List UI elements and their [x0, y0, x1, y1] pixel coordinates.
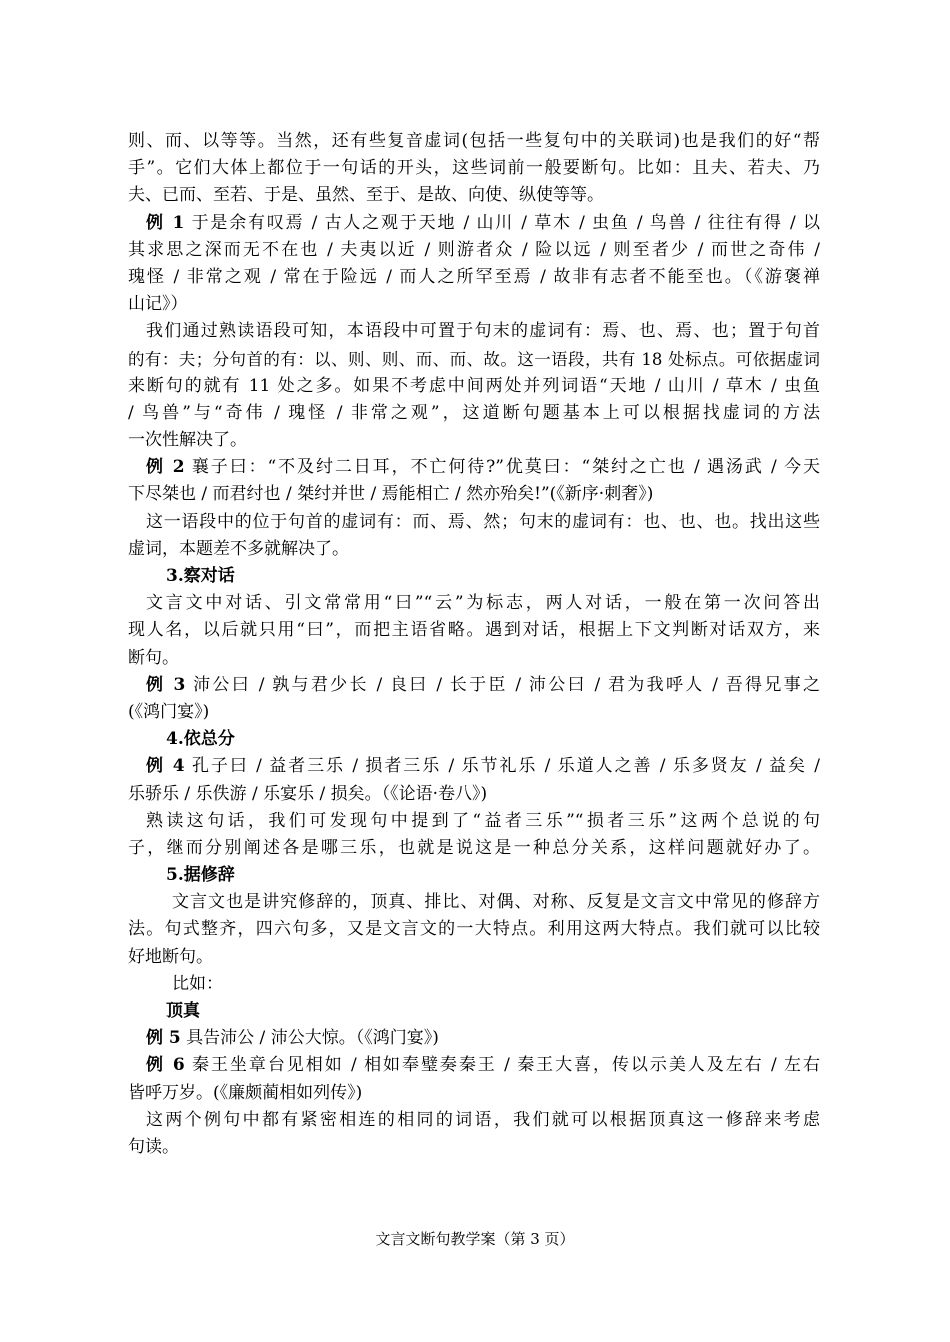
line-text: 则、而、以等等。当然，还有些复音虚词(包括一些复句中的关联词)也是我们的好“帮: [128, 131, 820, 151]
bold-label: 例 5: [146, 1028, 181, 1049]
bold-label: 例 2: [146, 457, 185, 478]
line-text: 夫、已而、至若、于是、虽然、至于、是故、向使、纵使等等。: [128, 185, 604, 206]
bold-label: 5.据修辞: [166, 865, 235, 886]
text-line: [128, 753, 820, 780]
text-line: [128, 1107, 820, 1134]
text-line: [128, 1134, 820, 1161]
line-text: 现人名，以后就只用“曰”，而把主语省略。遇到对话，根据上下文判断对话双方，来: [128, 620, 820, 641]
bold-label: 3.察对话: [166, 566, 235, 586]
text-line: [128, 346, 820, 373]
line-text: 好地断句。: [128, 946, 213, 967]
line-text: 具告沛公 / 沛公大惊。（《鸿门宴》): [180, 1028, 439, 1049]
line-text: 山记》）: [128, 294, 188, 315]
bold-label: 例 4: [146, 756, 185, 777]
text-line: [128, 617, 820, 644]
text-line: [128, 835, 820, 862]
bold-label: 例 3: [146, 674, 186, 695]
line-text: 秦王坐章台见相如 / 相如奉璧奏秦王 / 秦王大喜，传以示美人及左右 / 左右: [184, 1055, 820, 1076]
text-line: [128, 1080, 820, 1107]
page-footer: 文言文断句教学案（第 3 页）: [375, 1230, 575, 1248]
text-line: [128, 1052, 820, 1079]
line-text: 沛公曰 / 孰与君少长 / 良曰 / 长于臣 / 沛公曰 / 君为我呼人 / 吾得兄事之: [185, 674, 820, 695]
text-line: [128, 536, 820, 563]
line-text: 句读。: [128, 1136, 179, 1157]
text-line: [128, 944, 820, 971]
text-line: [128, 699, 820, 726]
text-line: [128, 1025, 820, 1052]
bold-label: 例 1: [146, 212, 185, 233]
text-line: [128, 971, 820, 998]
line-text: 法。句式整齐，四六句多，又是文言文的一大特点。利用这两大特点。我们就可以比较: [128, 919, 820, 940]
text-line: [128, 590, 820, 617]
text-line: [128, 155, 820, 182]
section-heading: [128, 726, 820, 753]
bold-label: 顶真: [166, 1001, 200, 1021]
line-text: 一次性解决了。: [128, 430, 247, 451]
line-text: 皆呼万岁。(《廉颇蔺相如列传》): [128, 1082, 363, 1103]
line-text: 瑰怪 / 非常之观 / 常在于险远 / 而人之所罕至焉 / 故非有志者不能至也。（《游褒禅: [128, 266, 820, 287]
line-text: 来断句的就有 11 处之多。如果不考虑中间两处并列词语“天地 / 山川 / 草木 / 虫鱼: [128, 375, 820, 396]
text-line: [128, 427, 820, 454]
text-line: [128, 318, 820, 345]
text-line: [128, 481, 820, 508]
text-line: [128, 509, 820, 536]
section-heading: [128, 862, 820, 889]
text-line: [128, 237, 820, 264]
text-line: [128, 781, 820, 808]
text-line: [128, 916, 820, 943]
line-text: 于是余有叹焉 / 古人之观于天地 / 山川 / 草木 / 虫鱼 / 鸟兽 / 往往有得 / 以: [184, 212, 820, 233]
line-text: 其求思之深而无不在也 / 夫夷以近 / 则游者众 / 险以远 / 则至者少 / 而世之奇伟 /: [128, 239, 820, 260]
line-text: 乐骄乐 / 乐佚游 / 乐宴乐 / 损矣。（《论语·卷八》): [128, 783, 488, 804]
line-text: 虚词，本题差不多就解决了。: [128, 538, 349, 559]
text-line: [128, 373, 820, 400]
section-heading: [128, 563, 820, 590]
text-line: [128, 400, 820, 427]
line-text: 手”。它们大体上都位于一句话的开头，这些词前一般要断句。比如：且夫、若夫、乃: [128, 158, 820, 179]
bold-label: 4.依总分: [166, 729, 235, 750]
text-line: [128, 889, 820, 916]
line-text: 下尽桀也 / 而君纣也 / 桀纣并世 / 焉能相亡 / 然亦殆矣!”(《新序·刺奢》): [128, 484, 654, 505]
text-line: [128, 264, 820, 291]
text-line: [128, 291, 820, 318]
document-body: [128, 128, 820, 1161]
line-text: 我们通过熟读语段可知，本语段中可置于句末的虚词有：焉、也、焉、也；置于句首: [146, 321, 820, 342]
line-text: / 鸟兽”与“奇伟 / 瑰怪 / 非常之观”，这道断句题基本上可以根据找虚词的方法: [128, 402, 820, 423]
text-line: [128, 210, 820, 237]
line-text: 断句。: [128, 647, 179, 668]
text-line: [128, 182, 820, 209]
text-line: [128, 128, 820, 155]
line-text: (《鸿门宴》): [128, 701, 210, 722]
section-heading: [128, 998, 820, 1025]
line-text: 熟读这句话，我们可发现句中提到了“益者三乐”“损者三乐”这两个总说的句: [146, 810, 820, 831]
line-text: 这两个例句中都有紧密相连的相同的词语，我们就可以根据顶真这一修辞来考虑: [146, 1109, 820, 1130]
text-line: [128, 454, 820, 481]
line-text: 襄子曰：“不及纣二日耳，不亡何待?”优莫曰：“桀纣之亡也 / 遇汤武 / 今天: [184, 457, 820, 478]
text-line: [128, 672, 820, 699]
line-text: 孔子曰 / 益者三乐 / 损者三乐 / 乐节礼乐 / 乐道人之善 / 乐多贤友 / 益矣 /: [184, 756, 821, 777]
line-text: 的有：夫；分句首的有：以、则、则、而、而、故。这一语段，共有 18 处标点。可依据虚词: [128, 349, 820, 369]
line-text: 这一语段中的位于句首的虚词有：而、焉、然；句末的虚词有：也、也、也。找出这些: [146, 511, 820, 532]
text-line: [128, 645, 820, 672]
line-text: 文言文也是讲究修辞的，顶真、排比、对偶、对称、反复是文言文中常见的修辞方: [172, 892, 820, 913]
bold-label: 例 6: [146, 1055, 185, 1076]
line-text: 子，继而分别阐述各是哪三乐，也就是说这是一种总分关系，这样问题就好办了。: [128, 837, 820, 858]
text-line: [128, 808, 820, 835]
line-text: 文言文中对话、引文常常用“曰”“云”为标志，两人对话，一般在第一次问答出: [146, 593, 820, 614]
line-text: 比如：: [172, 973, 223, 994]
